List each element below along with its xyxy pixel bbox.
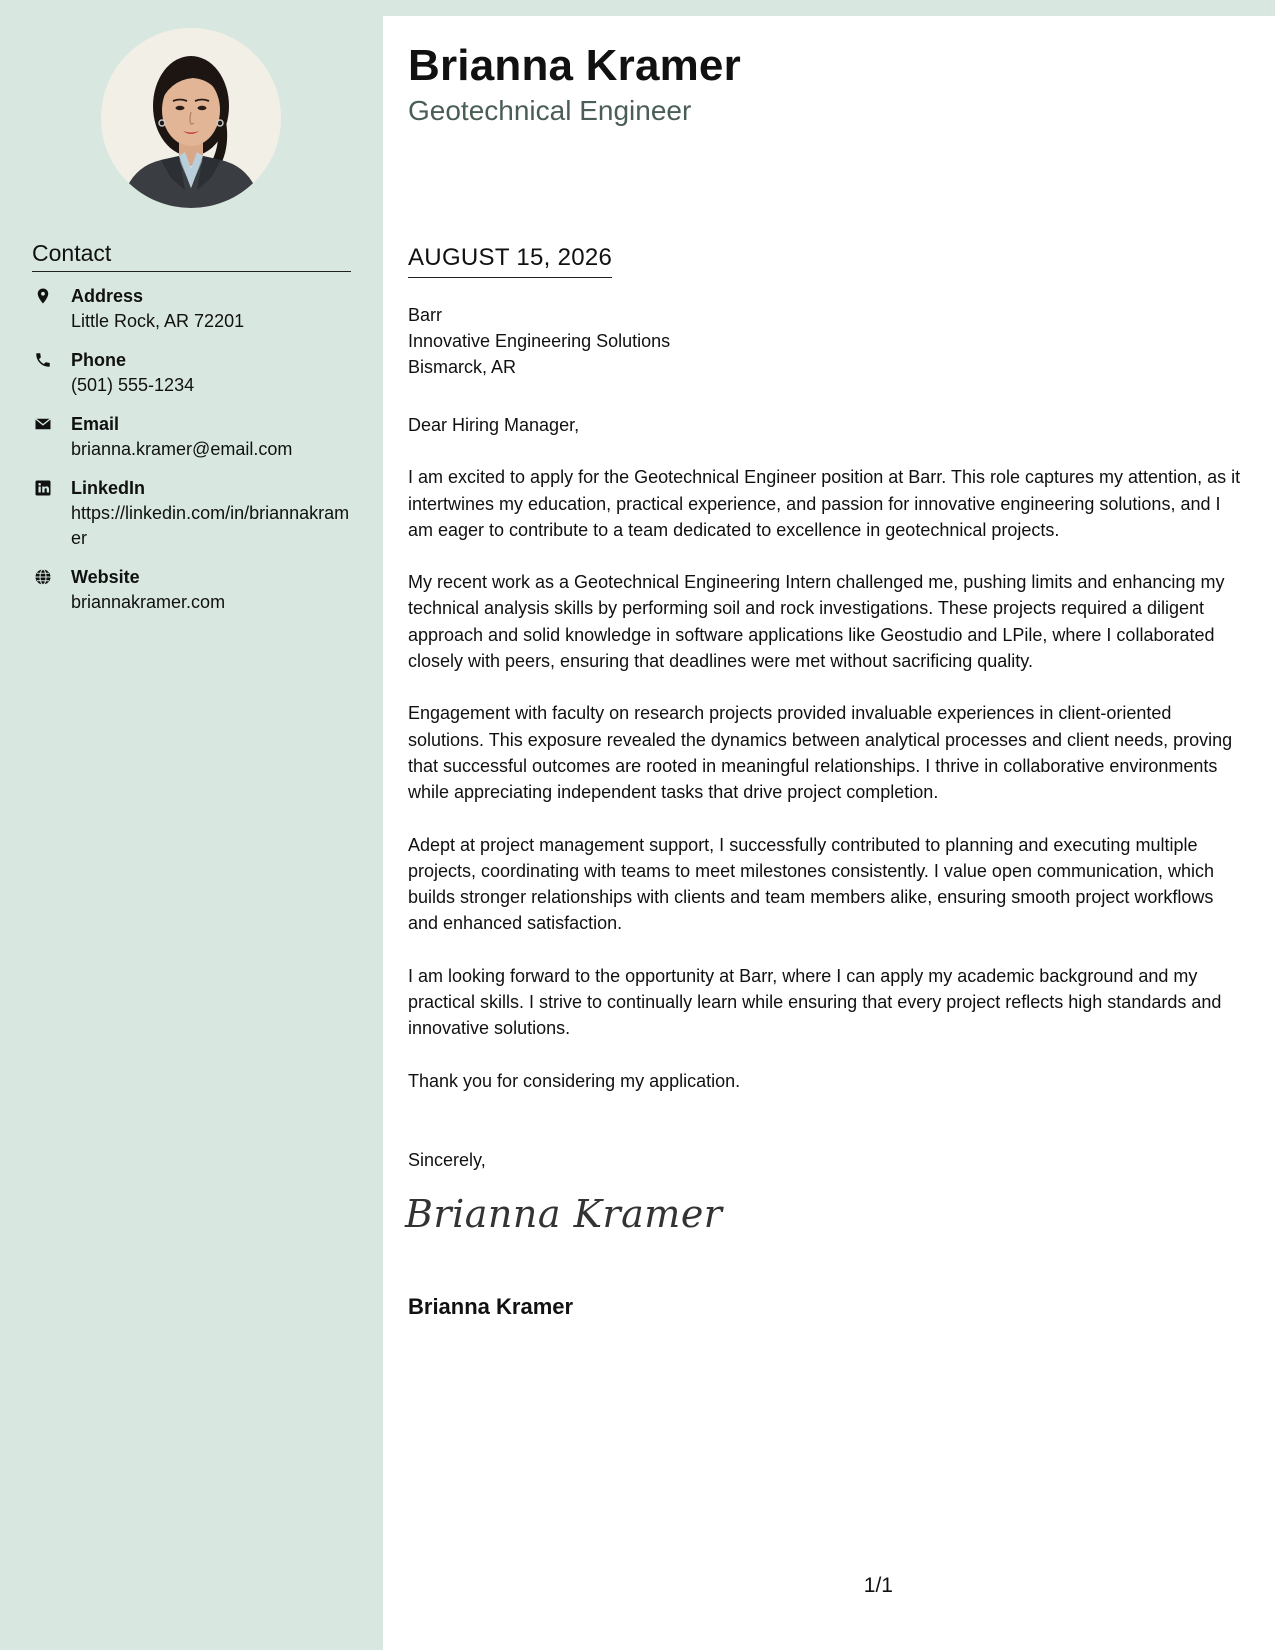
contact-heading: Contact xyxy=(32,240,351,272)
portrait-image xyxy=(101,28,281,208)
thank-you-line: Thank you for considering my application. xyxy=(408,1070,741,1091)
applicant-name: Brianna Kramer xyxy=(408,41,741,90)
contact-value-website[interactable]: briannakramer.com xyxy=(71,592,226,612)
contact-label-email: Email xyxy=(71,414,120,434)
sidebar xyxy=(0,0,383,1650)
recipient-organization: Innovative Engineering Solutions xyxy=(408,331,671,351)
contact-label-website: Website xyxy=(71,567,140,587)
contact-item-email xyxy=(32,412,357,462)
handwritten-signature: Brianna Kramer xyxy=(405,1192,723,1236)
contact-item-address xyxy=(32,284,357,334)
salutation: Dear Hiring Manager, xyxy=(408,415,580,435)
letter-date: AUGUST 15, 2026 xyxy=(408,244,612,278)
contact-value-phone: (501) 555-1234 xyxy=(71,375,195,395)
linkedin-icon xyxy=(34,479,52,497)
body-paragraph: I am excited to apply for the Geotechnical Engineer position at Barr. This role captures my attention, as it intertwines my education, practical experience, and passion for innovative engineering solutions, and I am eager to contribute to a team dedicated to excellence in geotechnical projects. xyxy=(408,467,1241,540)
contact-item-linkedin xyxy=(32,476,357,551)
body-paragraph: Adept at project management support, I successfully contributed to planning and executing multiple projects, coordinating with teams to meet milestones consistently. I value open communication, which builds stronger relationships with clients and team members alike, ensuring smooth project workflows and enhanced satisfaction. xyxy=(408,834,1215,934)
contact-label-address: Address xyxy=(71,286,144,306)
recipient-block xyxy=(408,302,670,380)
contact-list xyxy=(32,284,357,629)
contact-item-phone xyxy=(32,348,357,398)
letter-main xyxy=(383,16,1275,1650)
contact-value-linkedin[interactable]: https://linkedin.com/in/briannakramer xyxy=(71,503,350,548)
page-number: 1/1 xyxy=(863,1574,893,1597)
globe-icon xyxy=(34,568,52,586)
body-paragraph: Engagement with faculty on research projects provided invaluable experiences in client-oriented solutions. This exposure revealed the dynamics between analytical processes and client needs, proving that successful outcomes are rooted in meaningful relationships. I thrive in collaborative environments while appreciating independent tasks that drive project completion. xyxy=(408,703,1233,803)
map-pin-icon xyxy=(34,287,52,305)
recipient-location: Bismarck, AR xyxy=(408,357,517,377)
contact-value-email[interactable]: brianna.kramer@email.com xyxy=(71,439,293,459)
closing: Sincerely, xyxy=(408,1150,486,1170)
phone-icon xyxy=(34,351,52,369)
letter-body xyxy=(408,412,1243,1120)
body-paragraph: I am looking forward to the opportunity at Barr, where I can apply my academic background and my practical skills. I strive to continually learn while ensuring that every project reflects high standards and innovative solutions. xyxy=(408,965,1222,1039)
contact-label-linkedin: LinkedIn xyxy=(71,478,146,498)
contact-item-website xyxy=(32,565,357,615)
contact-label-phone: Phone xyxy=(71,350,127,370)
contact-value-address: Little Rock, AR 72201 xyxy=(71,311,245,331)
signed-name: Brianna Kramer xyxy=(408,1294,574,1319)
envelope-icon xyxy=(34,415,52,433)
job-title: Geotechnical Engineer xyxy=(408,95,692,126)
profile-photo xyxy=(101,28,281,208)
body-paragraph: My recent work as a Geotechnical Engineering Intern challenged me, pushing limits and enhancing my technical analysis skills by performing soil and rock investigations. These projects required a diligent approach and solid knowledge in software applications like Geostudio and LPile, where I collaborated closely with peers, ensuring that deadlines were met without sacrificing quality. xyxy=(408,572,1225,672)
recipient-company: Barr xyxy=(408,305,443,325)
